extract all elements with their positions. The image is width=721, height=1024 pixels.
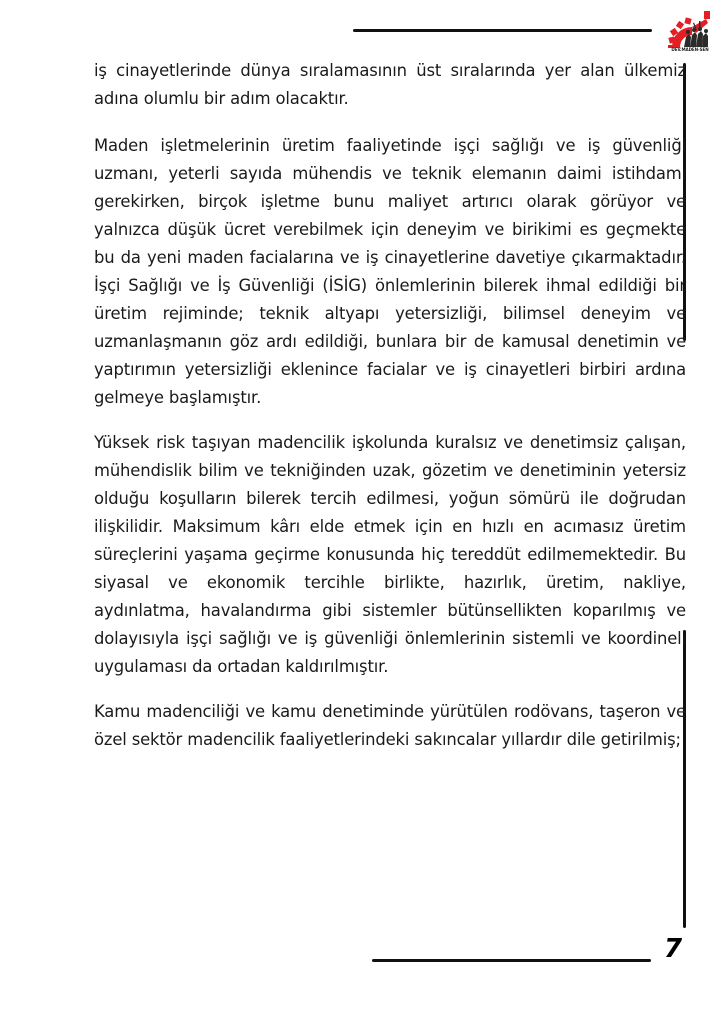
paragraph: Kamu madenciliği ve kamu denetiminde yürütülen rodövans, taşeron ve özel sektör madencilik faaliyetlerindeki sakıncalar yıllardır dile getirilmiş; bbox=[94, 702, 686, 749]
dev-maden-sen-logo bbox=[666, 7, 714, 57]
paragraph: iş cinayetlerinde dünya sıralamasının üst sıralarında yer alan ülkemiz adına olumlu bir adım olacaktır. bbox=[94, 61, 686, 108]
paragraph: Yüksek risk taşıyan madencilik işkolunda kuralsız ve denetimsiz çalışan, mühendislik bilim ve tekniğinden uzak, gözetim ve denetiminin yetersiz olduğu koşulların bilerek tercih edilmesi, yoğun sömürü ile doğrudan ilişkilidir. Maksimum kârı elde etmek için en hızlı en acımasız üretim süreçlerini yaşama geçirme konusunda hiç tereddüt edilmemektedir. Bu siyasal ve ekonomik tercihle birlikte, hazırlık, üretim, nakliye, aydınlatma, havalandırma gibi sistemler bütünsellikten koparılmış ve dolayısıyla işçi sağlığı ve iş güvenliği önlemlerinin sistemli ve koordineli uygulaması da ortadan kaldırılmıştır. bbox=[94, 433, 686, 676]
footer-rule bbox=[372, 959, 651, 962]
paragraph: Maden işletmelerinin üretim faaliyetinde işçi sağlığı ve iş güvenliği uzmanı, yeterli sayıda mühendis ve teknik elemanın daimi istihdamı gerekirken, birçok işletme bunu maliyet artırıcı olarak görüyor ve yalnızca düşük ücret verebilmek için deneyim ve birikimi es geçmekte bu da yeni maden facialarına ve iş cinayetlerine davetiye çıkarmaktadır. İşçi Sağlığı ve İş Güvenliği (İSİG) önlemlerinin bilerek ihmal edildiği bir üretim rejiminde; teknik altyapı yetersizliği, bilimsel deneyim ve uzmanlaşmanın göz ardı edildiği, bunlara bir de kamusal denetimin ve yaptırımın yetersizliği eklenince facialar ve iş cinayetleri birbiri ardına gelmeye başlamıştır. bbox=[94, 136, 686, 407]
page-number: 7 bbox=[664, 934, 683, 964]
logo-text: DEV.MADEN-SEN bbox=[671, 48, 709, 53]
header-rule bbox=[353, 29, 652, 32]
page-body bbox=[94, 57, 686, 771]
gear-logo-icon bbox=[666, 7, 714, 49]
